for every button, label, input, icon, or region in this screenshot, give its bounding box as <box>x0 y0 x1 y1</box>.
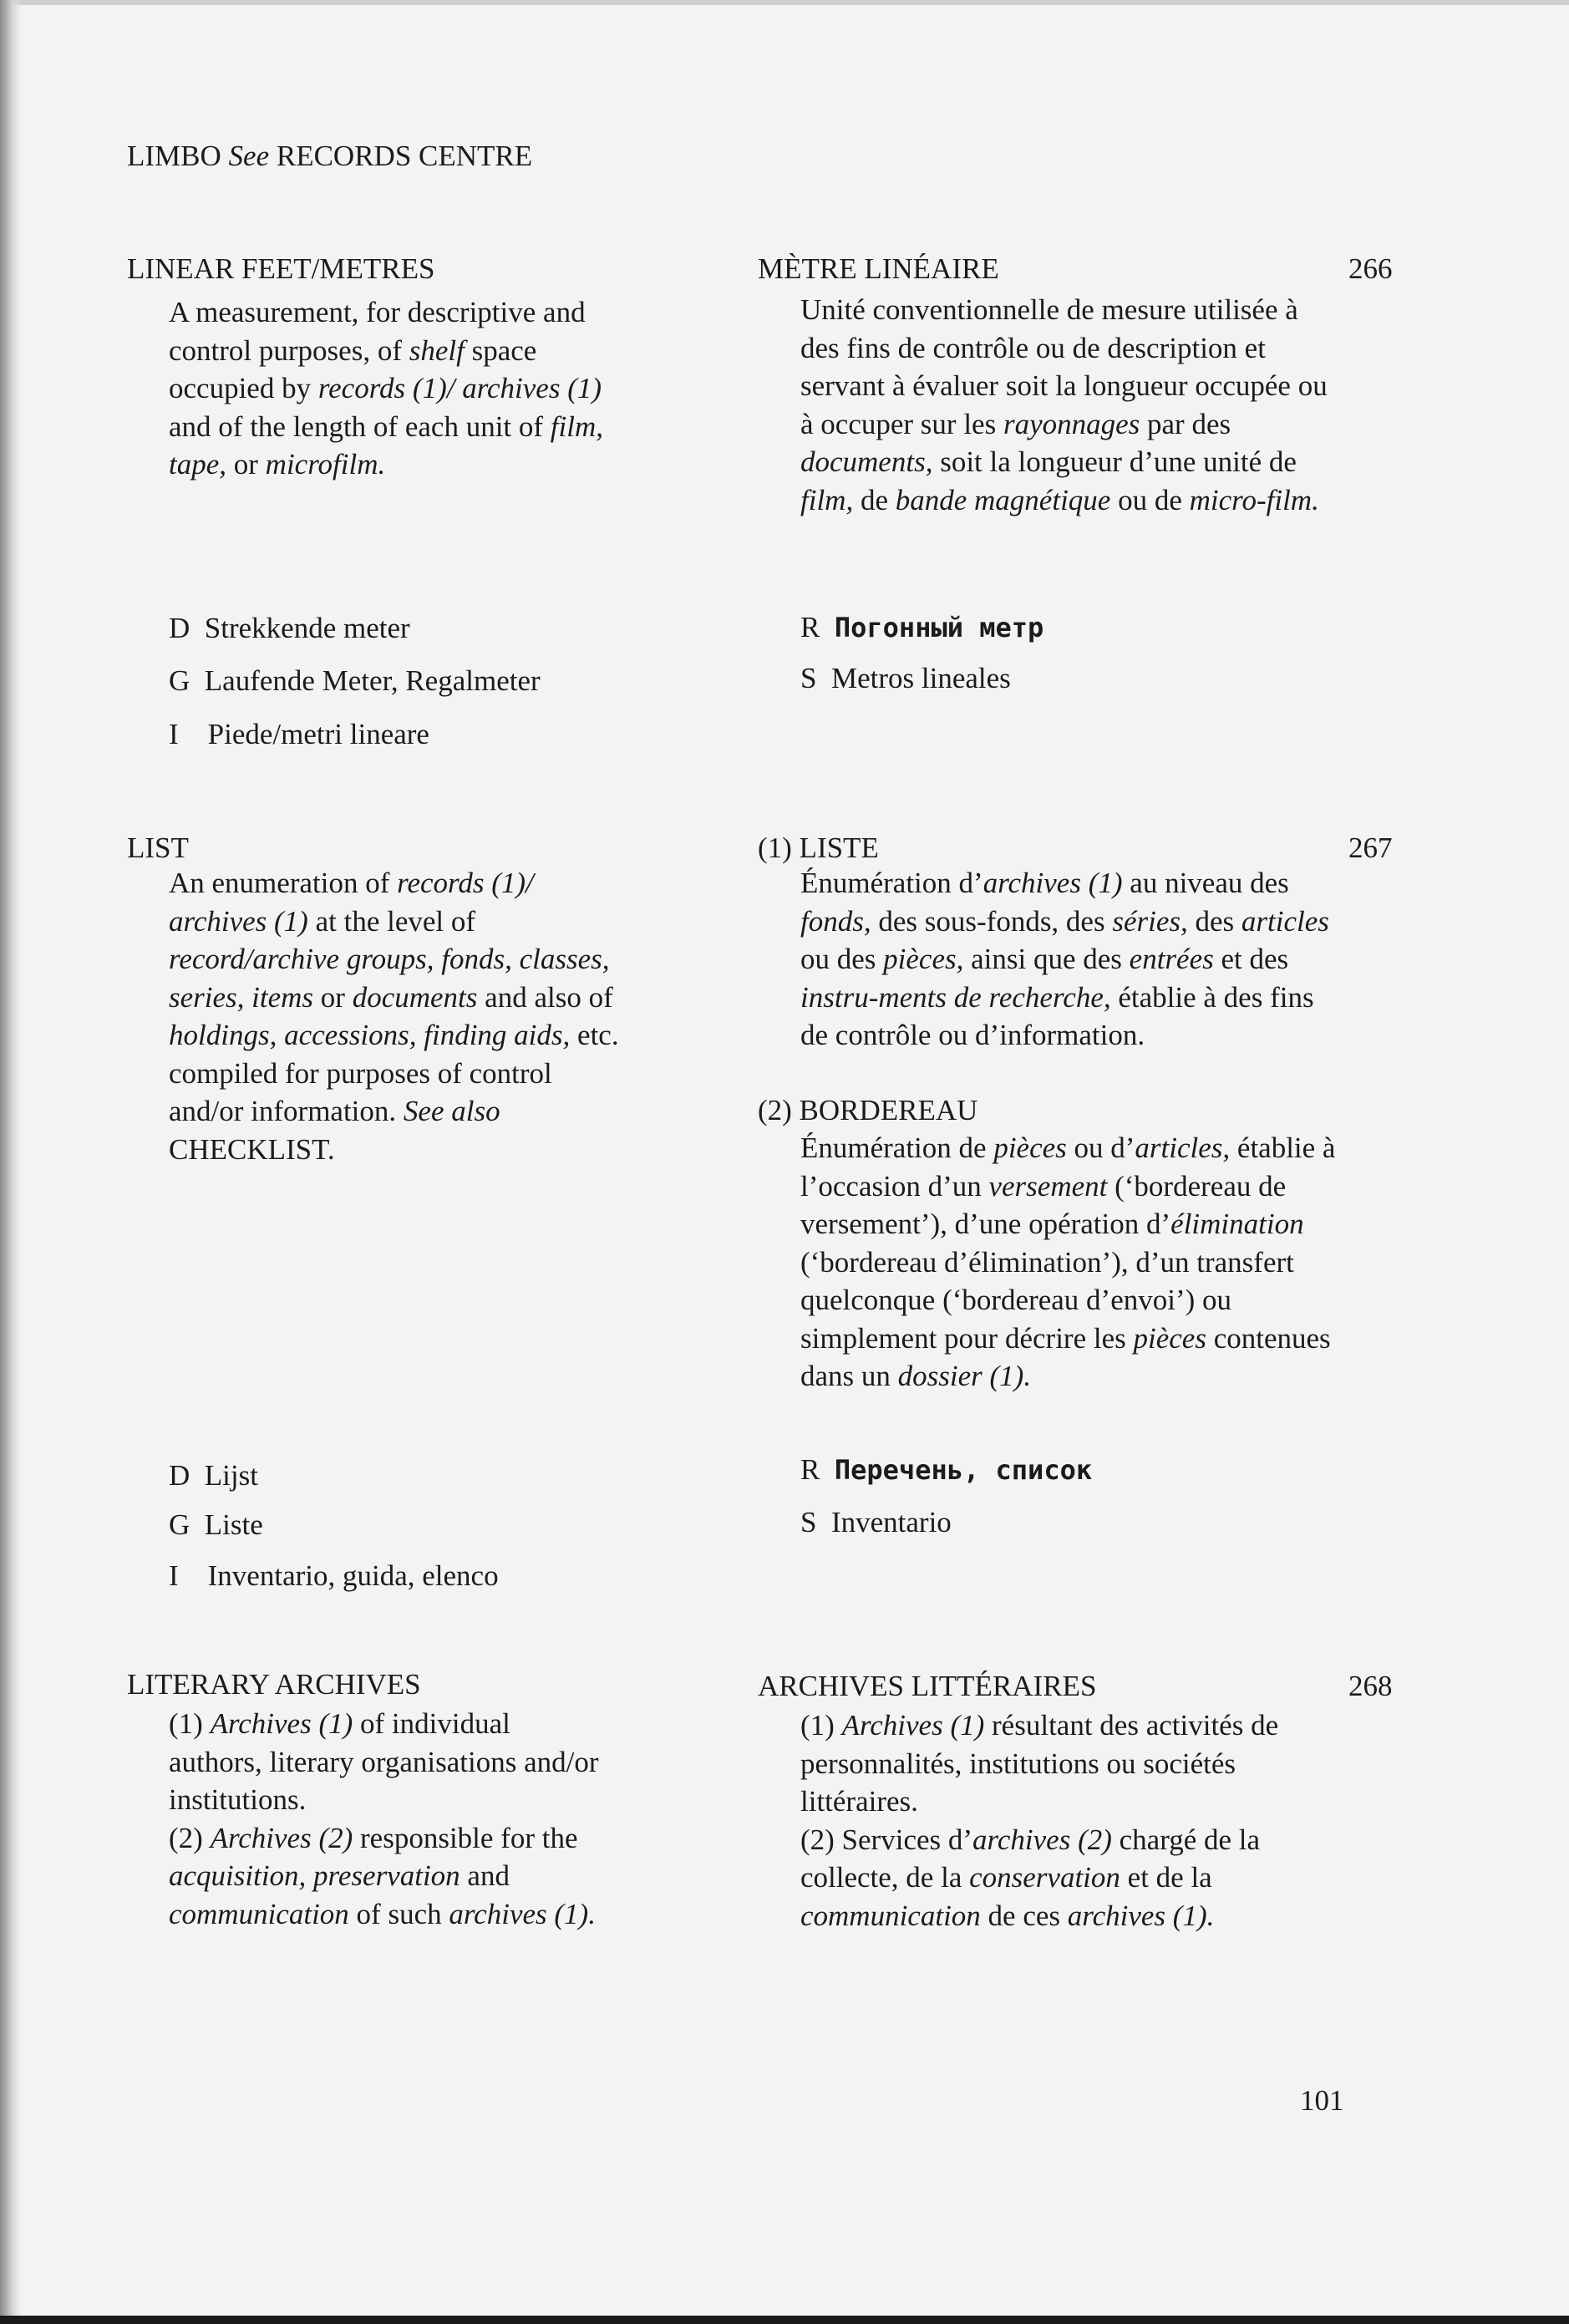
italic-term: shelf <box>409 333 465 367</box>
entry-267-equiv-g: G Liste <box>169 1508 263 1541</box>
definition-text: des sous-fonds, des <box>871 904 1113 938</box>
entry-267-en-definition <box>169 864 632 1168</box>
limbo-crossref <box>127 137 532 175</box>
definition-text: et des <box>1213 943 1289 975</box>
entry-266-equiv-s: S Metros lineales <box>800 662 1011 694</box>
entry-267-fr-definition <box>800 864 1335 1055</box>
entry-266-equiv-r: R Погонный метр <box>800 611 1044 643</box>
italic-term: élimination <box>1170 1208 1304 1240</box>
italic-term: conservation <box>969 1861 1120 1894</box>
italic-term: records (1)/ archives (1) <box>317 372 602 404</box>
definition-text: établie à l’occasion d’un <box>800 1131 1336 1203</box>
italic-term: documents, <box>800 445 933 478</box>
definition-text: or <box>313 980 353 1014</box>
entry-266-en-definition <box>169 293 632 484</box>
italic-term: communication <box>169 1897 349 1930</box>
definition-text: and of the length of each unit of <box>169 409 551 443</box>
italic-term: microfilm. <box>265 448 386 481</box>
italic-term: pièces <box>1133 1321 1206 1355</box>
limbo-target: RECORDS CENTRE <box>276 140 533 172</box>
entry-268-fr-definition <box>800 1706 1335 1935</box>
entry-267-en-term: LIST <box>127 831 189 864</box>
definition-text: A measurement, for descriptive and control purposes, of <box>169 296 586 367</box>
italic-term: Archives (1) <box>841 1709 985 1742</box>
entry-266-number: 266 <box>1348 252 1393 285</box>
italic-term: pièces, <box>883 943 964 975</box>
entry-267-equiv-s: S Inventario <box>800 1506 952 1538</box>
entry-267-number: 267 <box>1348 831 1393 864</box>
definition-text: et de la <box>1120 1861 1212 1894</box>
italic-term: records (1)/ archives (1) <box>169 867 534 938</box>
definition-text: and also of <box>477 980 613 1014</box>
limbo-see: See <box>228 140 270 172</box>
definition-text: and <box>460 1859 510 1892</box>
italic-term: séries, <box>1112 904 1188 938</box>
italic-term: micro-film. <box>1189 483 1319 516</box>
italic-term: archives (1). <box>1067 1899 1215 1932</box>
entry-267-fr-term-2: (2) BORDEREAU <box>758 1094 978 1126</box>
page-binding-shadow <box>0 0 22 2324</box>
italic-term: Archives (1) <box>210 1707 353 1740</box>
italic-term: film, tape, <box>169 409 603 481</box>
italic-term: archives (1). <box>449 1897 596 1930</box>
entry-267-equiv-r: R Перечень, список <box>800 1453 1093 1486</box>
definition-text: etc. compiled for purposes of control and/or information. <box>169 1019 619 1127</box>
italic-term: communication <box>800 1899 981 1932</box>
entry-266-en-term: LINEAR FEET/METRES <box>127 252 435 285</box>
definition-text: (‘bordereau d’élimination’), d’un transfert quelconque (‘bordereau d’envoi’) ou simplement pour décrire les <box>800 1245 1294 1355</box>
page-number: 101 <box>1300 2084 1344 2117</box>
italic-term: record/archive groups, fonds, classes, series, items <box>169 943 610 1014</box>
italic-term: archives (2) <box>972 1823 1112 1856</box>
definition-text: ainsi que des <box>963 943 1130 975</box>
definition-text: Unité conventionnelle de mesure utilisée à des fins de contrôle ou de description et servant à évaluer soit la longueur occupée ou à occuper sur les <box>800 293 1328 440</box>
definition-text: soit la longueur d’une unité de <box>932 445 1297 478</box>
definition-text: ou des <box>800 943 884 975</box>
italic-term: film, <box>800 483 854 516</box>
entry-267-fr-definition-2 <box>800 1129 1339 1396</box>
entry-266-equiv-g: G Laufende Meter, Regalmeter <box>169 664 541 697</box>
entry-267-fr-term: (1) LISTE <box>758 831 879 864</box>
entry-266-equiv-d: D Strekkende meter <box>169 612 410 644</box>
definition-text: de <box>853 483 896 516</box>
definition-text: contenues dans un <box>800 1321 1331 1392</box>
entry-268-en-definition <box>169 1705 603 1933</box>
italic-term: acquisition, preservation <box>169 1859 460 1892</box>
definition-text: Énumération d’ <box>800 867 983 899</box>
entry-268-en-term: LITERARY ARCHIVES <box>127 1668 421 1701</box>
entry-268-number: 268 <box>1348 1670 1393 1702</box>
page-top-edge <box>0 0 1569 5</box>
definition-text: An enumeration of <box>169 867 398 899</box>
italic-term: fonds, <box>800 904 871 938</box>
italic-term: articles <box>1241 904 1329 938</box>
italic-term: Archives (2) <box>210 1821 353 1854</box>
entry-266-fr-term: MÈTRE LINÉAIRE <box>758 252 999 285</box>
italic-term: rayonnages <box>1003 407 1140 440</box>
definition-text: space occupied by <box>169 333 537 404</box>
italic-term: bande magnétique <box>895 483 1111 516</box>
definition-text: de ces <box>980 1899 1068 1932</box>
italic-term: entrées <box>1129 943 1214 975</box>
definition-text: (1) <box>800 1709 842 1742</box>
definition-text: of individual authors, literary organisations and/or institutions. <box>169 1707 599 1816</box>
italic-term: versement <box>988 1169 1108 1203</box>
italic-term: instru-ments de recherche, <box>800 980 1111 1014</box>
definition-text: CHECKLIST. <box>169 1132 335 1166</box>
definition-text: établie à des fins de contrôle ou d’information. <box>800 980 1314 1051</box>
definition-text: Énumération de <box>800 1131 994 1164</box>
italic-term: archives (1) <box>983 867 1123 899</box>
entry-267-equiv-i: I Inventario, guida, elenco <box>169 1559 499 1592</box>
italic-term: articles, <box>1135 1131 1231 1164</box>
entry-266-equiv-i: I Piede/metri lineare <box>169 718 429 750</box>
definition-text: ou d’ <box>1066 1131 1135 1164</box>
definition-text: par des <box>1140 407 1231 440</box>
definition-text: (2) Services d’ <box>800 1823 973 1856</box>
definition-text: or <box>226 448 266 481</box>
definition-text: at the level of <box>307 904 476 938</box>
definition-text: of such <box>348 1897 449 1930</box>
entry-266-fr-definition <box>800 291 1343 519</box>
definition-text: (‘bordereau de versement’), d’une opération d’ <box>800 1169 1287 1240</box>
limbo-headword: LIMBO <box>127 140 221 172</box>
definition-text: (2) <box>169 1821 211 1854</box>
definition-text: chargé de la collecte, de la <box>800 1823 1261 1894</box>
definition-text: au niveau des <box>1122 867 1289 899</box>
entry-267-equiv-d: D Lijst <box>169 1459 258 1492</box>
italic-term: pièces <box>993 1131 1067 1164</box>
entry-268-fr-term: ARCHIVES LITTÉRAIRES <box>758 1670 1097 1702</box>
definition-text: (1) <box>169 1707 211 1740</box>
italic-term: documents <box>352 980 478 1014</box>
definition-text: résultant des activités de personnalités, institutions ou sociétés littéraires. <box>800 1709 1279 1818</box>
definition-text: des <box>1187 904 1241 938</box>
definition-text: ou de <box>1110 483 1190 516</box>
page-bottom-edge <box>0 2316 1569 2324</box>
italic-term: dossier (1). <box>897 1360 1032 1392</box>
definition-text: responsible for the <box>353 1821 578 1854</box>
italic-term: See also <box>403 1095 500 1127</box>
italic-term: holdings, accessions, finding aids, <box>169 1019 571 1051</box>
